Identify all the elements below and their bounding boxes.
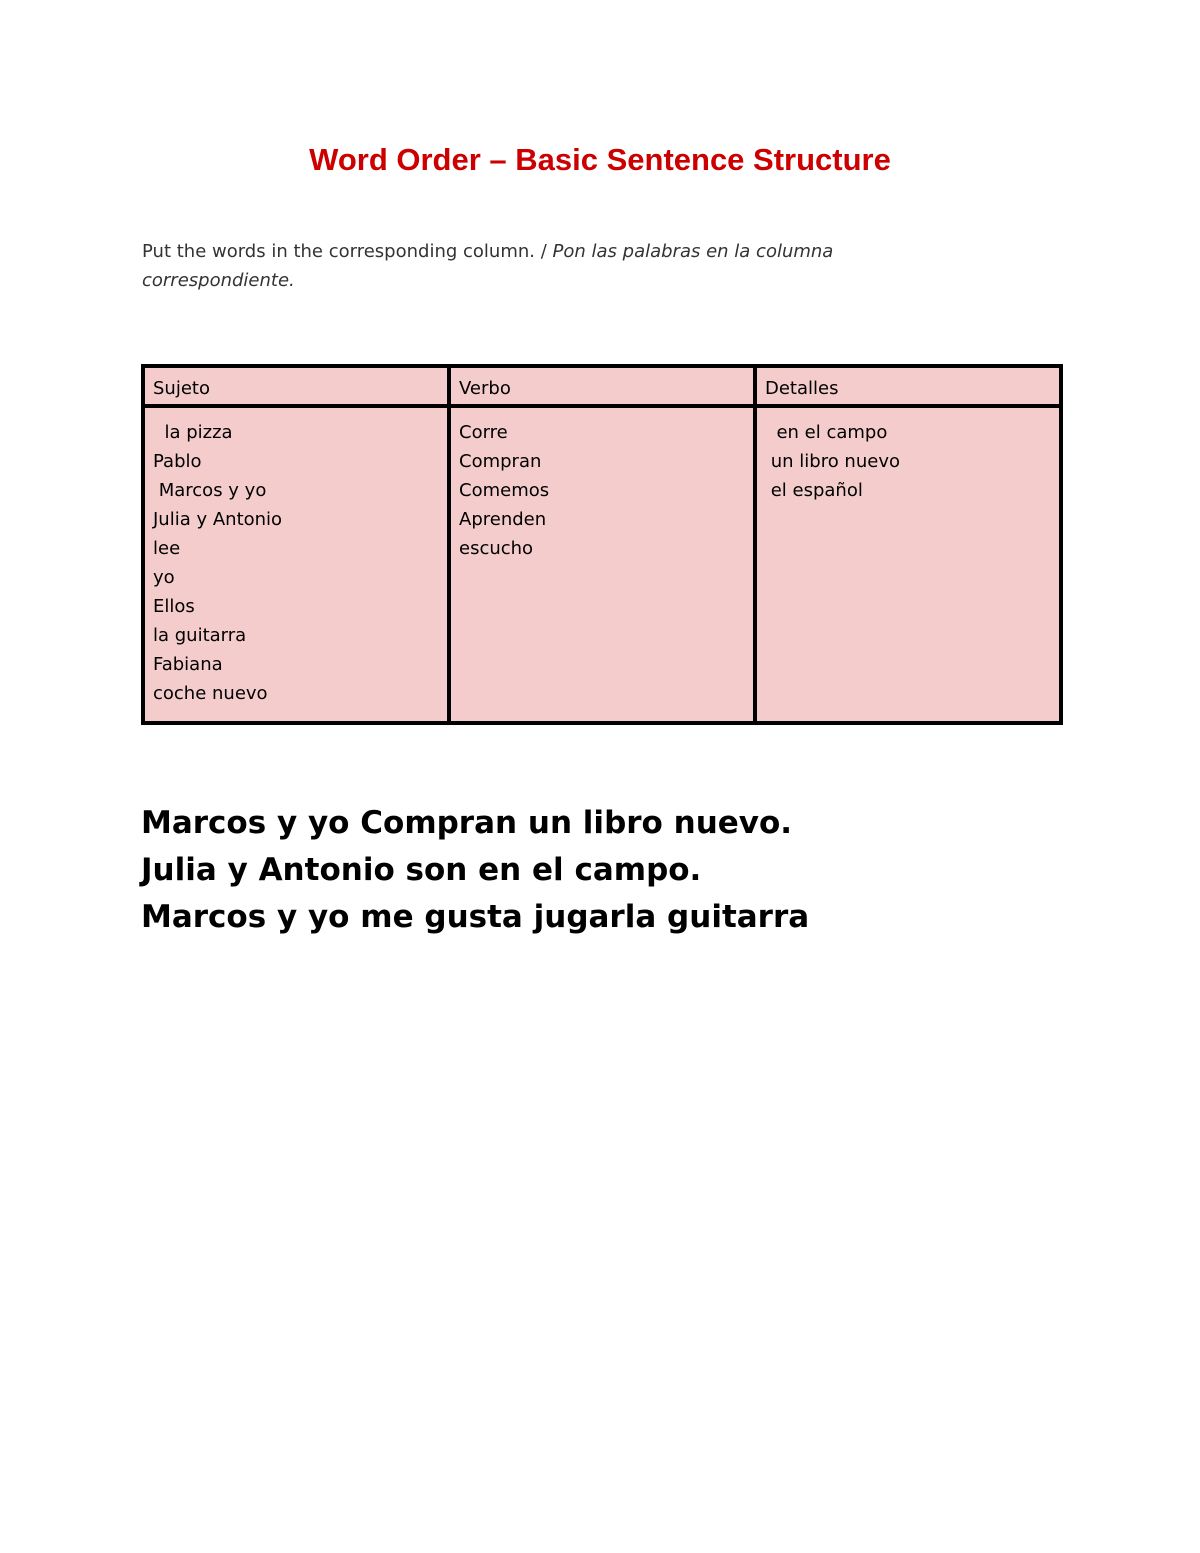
answer-sentences[interactable] [141, 800, 1141, 941]
list-item: Ellos [153, 596, 195, 617]
list-item: escucho [459, 538, 534, 559]
header-verbo: Verbo [449, 366, 755, 406]
list-item: un libro nuevo [765, 451, 900, 472]
list-item: Corre [459, 422, 508, 443]
list-item: Fabiana [153, 654, 223, 675]
answer-line: Julia y Antonio son en el campo. [141, 852, 702, 888]
column-verbo[interactable] [449, 406, 755, 723]
list-item: Pablo [153, 451, 202, 472]
header-detalles: Detalles [755, 366, 1061, 406]
header-sujeto: Sujeto [143, 366, 449, 406]
column-sujeto[interactable] [143, 406, 449, 723]
list-item: la guitarra [153, 625, 247, 646]
list-item: el español [765, 480, 863, 501]
list-item: yo [153, 567, 175, 588]
word-sort-table [141, 364, 1063, 725]
column-detalles[interactable] [755, 406, 1061, 723]
answer-line: Marcos y yo me gusta jugarla guitarra [141, 899, 810, 935]
page-title: Word Order – Basic Sentence Structure [309, 142, 891, 177]
list-item: lee [153, 538, 181, 559]
table-row [143, 406, 1061, 723]
list-item: Julia y Antonio [153, 509, 283, 530]
list-item: Marcos y yo [153, 480, 267, 501]
list-item: Compran [459, 451, 542, 472]
answer-line: Marcos y yo Compran un libro nuevo. [141, 805, 793, 841]
instructions-spanish: Pon las palabras en la columna correspondiente. [142, 241, 834, 291]
list-item: Aprenden [459, 509, 547, 530]
list-item: Comemos [459, 480, 550, 501]
table-header-row [143, 366, 1061, 406]
list-item: en el campo [765, 422, 888, 443]
list-item: la pizza [153, 422, 233, 443]
list-item: coche nuevo [153, 683, 268, 704]
instructions [142, 237, 942, 295]
instructions-english: Put the words in the corresponding column. / [142, 241, 547, 262]
